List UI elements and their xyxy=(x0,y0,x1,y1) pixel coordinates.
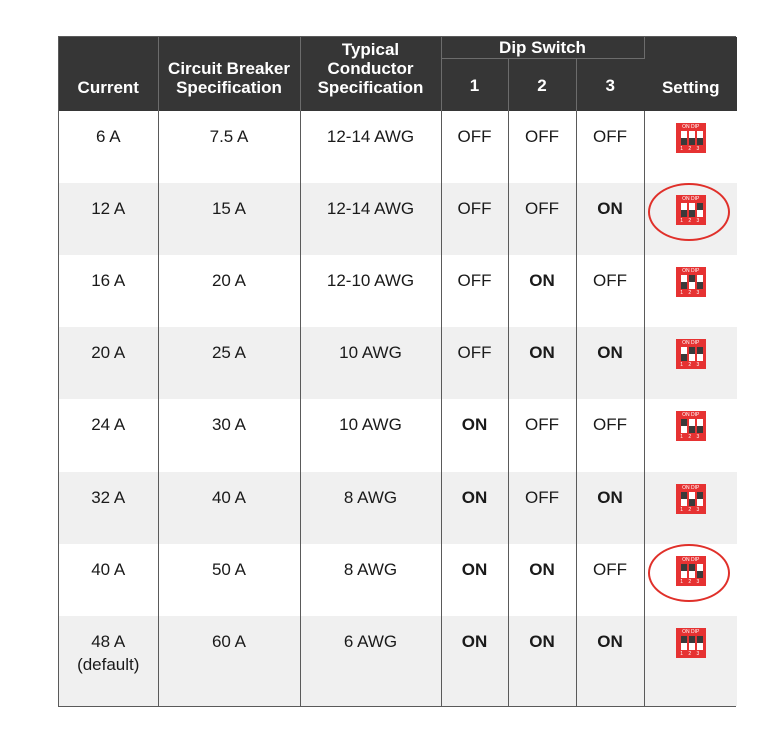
dip-switch-slot-3 xyxy=(697,419,703,433)
breaker-cell: 20 A xyxy=(158,255,300,327)
switch-1-state: OFF xyxy=(441,255,508,327)
current-value: 16 A xyxy=(91,271,126,291)
dip-switch-knob-1 xyxy=(681,636,687,643)
setting-cell xyxy=(644,544,737,616)
dip-switch-knob-1 xyxy=(681,354,687,361)
dip-icon-label: ON DIP xyxy=(682,628,700,635)
dip-switch-knob-1 xyxy=(681,564,687,571)
switch-2-state: ON xyxy=(508,544,576,616)
dip-icon-numbers: 1 2 3 xyxy=(680,290,702,297)
dip-icon-numbers: 1 2 3 xyxy=(680,650,702,657)
current-value: 20 A xyxy=(91,343,126,363)
dip-switch-table-frame xyxy=(58,36,736,707)
dip-switch-slot-2 xyxy=(689,131,695,145)
switch-1-state: ON xyxy=(441,616,508,706)
dip-icon-numbers: 1 2 3 xyxy=(680,218,702,225)
header-switch-2: 2 xyxy=(508,59,576,112)
dip-switch-slot-1 xyxy=(681,203,687,217)
conductor-cell: 12-14 AWG xyxy=(300,183,441,255)
dip-switch-slot-3 xyxy=(697,636,703,650)
dip-switch-knob-1 xyxy=(681,282,687,289)
table-row xyxy=(59,111,737,183)
dip-switch-slot-2 xyxy=(689,564,695,578)
switch-1-state: ON xyxy=(441,399,508,471)
dip-switch-knob-2 xyxy=(689,426,695,433)
dip-switch-icon xyxy=(676,628,706,658)
dip-switch-knob-2 xyxy=(689,138,695,145)
conductor-cell: 8 AWG xyxy=(300,544,441,616)
dip-switch-table xyxy=(59,37,737,706)
dip-switch-knob-2 xyxy=(689,210,695,217)
current-cell xyxy=(59,472,158,544)
dip-switch-knob-2 xyxy=(689,499,695,506)
dip-switch-knob-3 xyxy=(697,347,703,354)
switch-3-state: ON xyxy=(576,183,644,255)
table-row xyxy=(59,399,737,471)
dip-switch-slot-3 xyxy=(697,131,703,145)
dip-switch-slot-1 xyxy=(681,419,687,433)
current-cell xyxy=(59,399,158,471)
dip-switch-slot-2 xyxy=(689,203,695,217)
table-row xyxy=(59,183,737,255)
switch-2-state: ON xyxy=(508,255,576,327)
switch-3-state: OFF xyxy=(576,399,644,471)
dip-icon-label: ON DIP xyxy=(682,412,700,419)
dip-switch-slot-1 xyxy=(681,347,687,361)
setting-cell xyxy=(644,183,737,255)
breaker-cell: 25 A xyxy=(158,327,300,399)
header-setting: Setting xyxy=(644,37,737,111)
dip-switch-icon xyxy=(676,267,706,297)
header-current: Current xyxy=(59,37,158,111)
header-breaker: Circuit Breaker Specification xyxy=(158,37,300,111)
dip-switch-knob-3 xyxy=(697,492,703,499)
dip-switch-slot-2 xyxy=(689,636,695,650)
switch-1-state: OFF xyxy=(441,183,508,255)
dip-switch-slot-3 xyxy=(697,564,703,578)
switch-2-state: ON xyxy=(508,327,576,399)
header-switch-1: 1 xyxy=(441,59,508,112)
switch-3-state: ON xyxy=(576,616,644,706)
dip-switch-slot-1 xyxy=(681,564,687,578)
dip-switch-icon xyxy=(676,556,706,586)
dip-switch-slot-2 xyxy=(689,419,695,433)
breaker-cell: 30 A xyxy=(158,399,300,471)
dip-icon-label: ON DIP xyxy=(682,484,700,491)
dip-switch-knob-1 xyxy=(681,492,687,499)
dip-switch-slot-2 xyxy=(689,347,695,361)
dip-icon-label: ON DIP xyxy=(682,340,700,347)
current-value: 6 A xyxy=(95,127,121,146)
dip-icon-numbers: 1 2 3 xyxy=(680,434,702,441)
dip-switch-knob-2 xyxy=(689,564,695,571)
switch-1-state: OFF xyxy=(441,111,508,183)
dip-switch-slot-1 xyxy=(681,131,687,145)
current-value: 48 A xyxy=(91,631,126,651)
dip-switch-slot-2 xyxy=(689,275,695,289)
dip-switch-knob-1 xyxy=(681,419,687,426)
switch-3-state: OFF xyxy=(576,255,644,327)
dip-icon-numbers: 1 2 3 xyxy=(680,578,702,585)
breaker-cell: 60 A xyxy=(158,616,300,706)
table-row xyxy=(59,544,737,616)
table-row xyxy=(59,472,737,544)
conductor-cell: 8 AWG xyxy=(300,472,441,544)
header-conductor: Typical Conductor Specification xyxy=(300,37,441,111)
dip-switch-icon xyxy=(676,484,706,514)
dip-icon-numbers: 1 2 3 xyxy=(680,506,702,513)
current-cell xyxy=(59,616,158,706)
dip-switch-slot-3 xyxy=(697,492,703,506)
dip-switch-slot-3 xyxy=(697,203,703,217)
breaker-cell: 15 A xyxy=(158,183,300,255)
dip-switch-knob-3 xyxy=(697,636,703,643)
dip-switch-slot-1 xyxy=(681,636,687,650)
dip-icon-label: ON DIP xyxy=(682,268,700,275)
setting-cell xyxy=(644,255,737,327)
current-value: 40 A xyxy=(91,559,126,579)
conductor-cell: 12-10 AWG xyxy=(300,255,441,327)
current-cell xyxy=(59,544,158,616)
switch-3-state: ON xyxy=(576,327,644,399)
switch-1-state: ON xyxy=(441,544,508,616)
dip-switch-icon xyxy=(676,123,706,153)
dip-switch-icon xyxy=(676,339,706,369)
setting-cell xyxy=(644,111,737,183)
dip-switch-knob-3 xyxy=(697,138,703,145)
dip-icon-label: ON DIP xyxy=(682,196,700,203)
dip-switch-slot-1 xyxy=(681,275,687,289)
dip-switch-slot-3 xyxy=(697,275,703,289)
current-cell xyxy=(59,183,158,255)
dip-switch-knob-3 xyxy=(697,571,703,578)
current-note: (default) xyxy=(77,654,140,674)
table-row xyxy=(59,255,737,327)
switch-2-state: ON xyxy=(508,616,576,706)
current-value: 12 A xyxy=(91,199,126,219)
setting-cell xyxy=(644,472,737,544)
conductor-cell: 10 AWG xyxy=(300,327,441,399)
dip-switch-knob-3 xyxy=(697,426,703,433)
switch-2-state: OFF xyxy=(508,111,576,183)
breaker-cell: 7.5 A xyxy=(158,111,300,183)
table-row xyxy=(59,327,737,399)
breaker-cell: 40 A xyxy=(158,472,300,544)
current-cell xyxy=(59,255,158,327)
current-cell xyxy=(59,327,158,399)
conductor-cell: 12-14 AWG xyxy=(300,111,441,183)
dip-icon-label: ON DIP xyxy=(682,556,700,563)
switch-3-state: OFF xyxy=(576,111,644,183)
table-row xyxy=(59,616,737,706)
conductor-cell: 10 AWG xyxy=(300,399,441,471)
switch-1-state: ON xyxy=(441,472,508,544)
dip-switch-slot-3 xyxy=(697,347,703,361)
dip-switch-knob-1 xyxy=(681,138,687,145)
dip-switch-knob-2 xyxy=(689,347,695,354)
current-value: 24 A xyxy=(91,415,126,435)
dip-icon-numbers: 1 2 3 xyxy=(680,362,702,369)
setting-cell xyxy=(644,327,737,399)
dip-switch-knob-2 xyxy=(689,275,695,282)
switch-2-state: OFF xyxy=(508,472,576,544)
switch-2-state: OFF xyxy=(508,399,576,471)
breaker-cell: 50 A xyxy=(158,544,300,616)
switch-1-state: OFF xyxy=(441,327,508,399)
setting-cell xyxy=(644,399,737,471)
header-dip-switch: Dip Switch xyxy=(441,37,644,59)
dip-icon-numbers: 1 2 3 xyxy=(680,146,702,152)
dip-switch-icon xyxy=(676,411,706,441)
dip-switch-knob-3 xyxy=(697,282,703,289)
switch-2-state: OFF xyxy=(508,183,576,255)
dip-icon-label: ON DIP xyxy=(682,124,700,130)
current-cell xyxy=(59,111,158,183)
dip-switch-icon xyxy=(676,195,706,225)
setting-cell xyxy=(644,616,737,706)
switch-3-state: ON xyxy=(576,472,644,544)
dip-switch-knob-2 xyxy=(689,636,695,643)
header-switch-3: 3 xyxy=(576,59,644,112)
dip-switch-slot-2 xyxy=(689,492,695,506)
dip-switch-knob-1 xyxy=(681,210,687,217)
current-value: 32 A xyxy=(91,487,126,507)
switch-3-state: OFF xyxy=(576,544,644,616)
dip-switch-slot-1 xyxy=(681,492,687,506)
dip-switch-knob-3 xyxy=(697,203,703,210)
conductor-cell: 6 AWG xyxy=(300,616,441,706)
